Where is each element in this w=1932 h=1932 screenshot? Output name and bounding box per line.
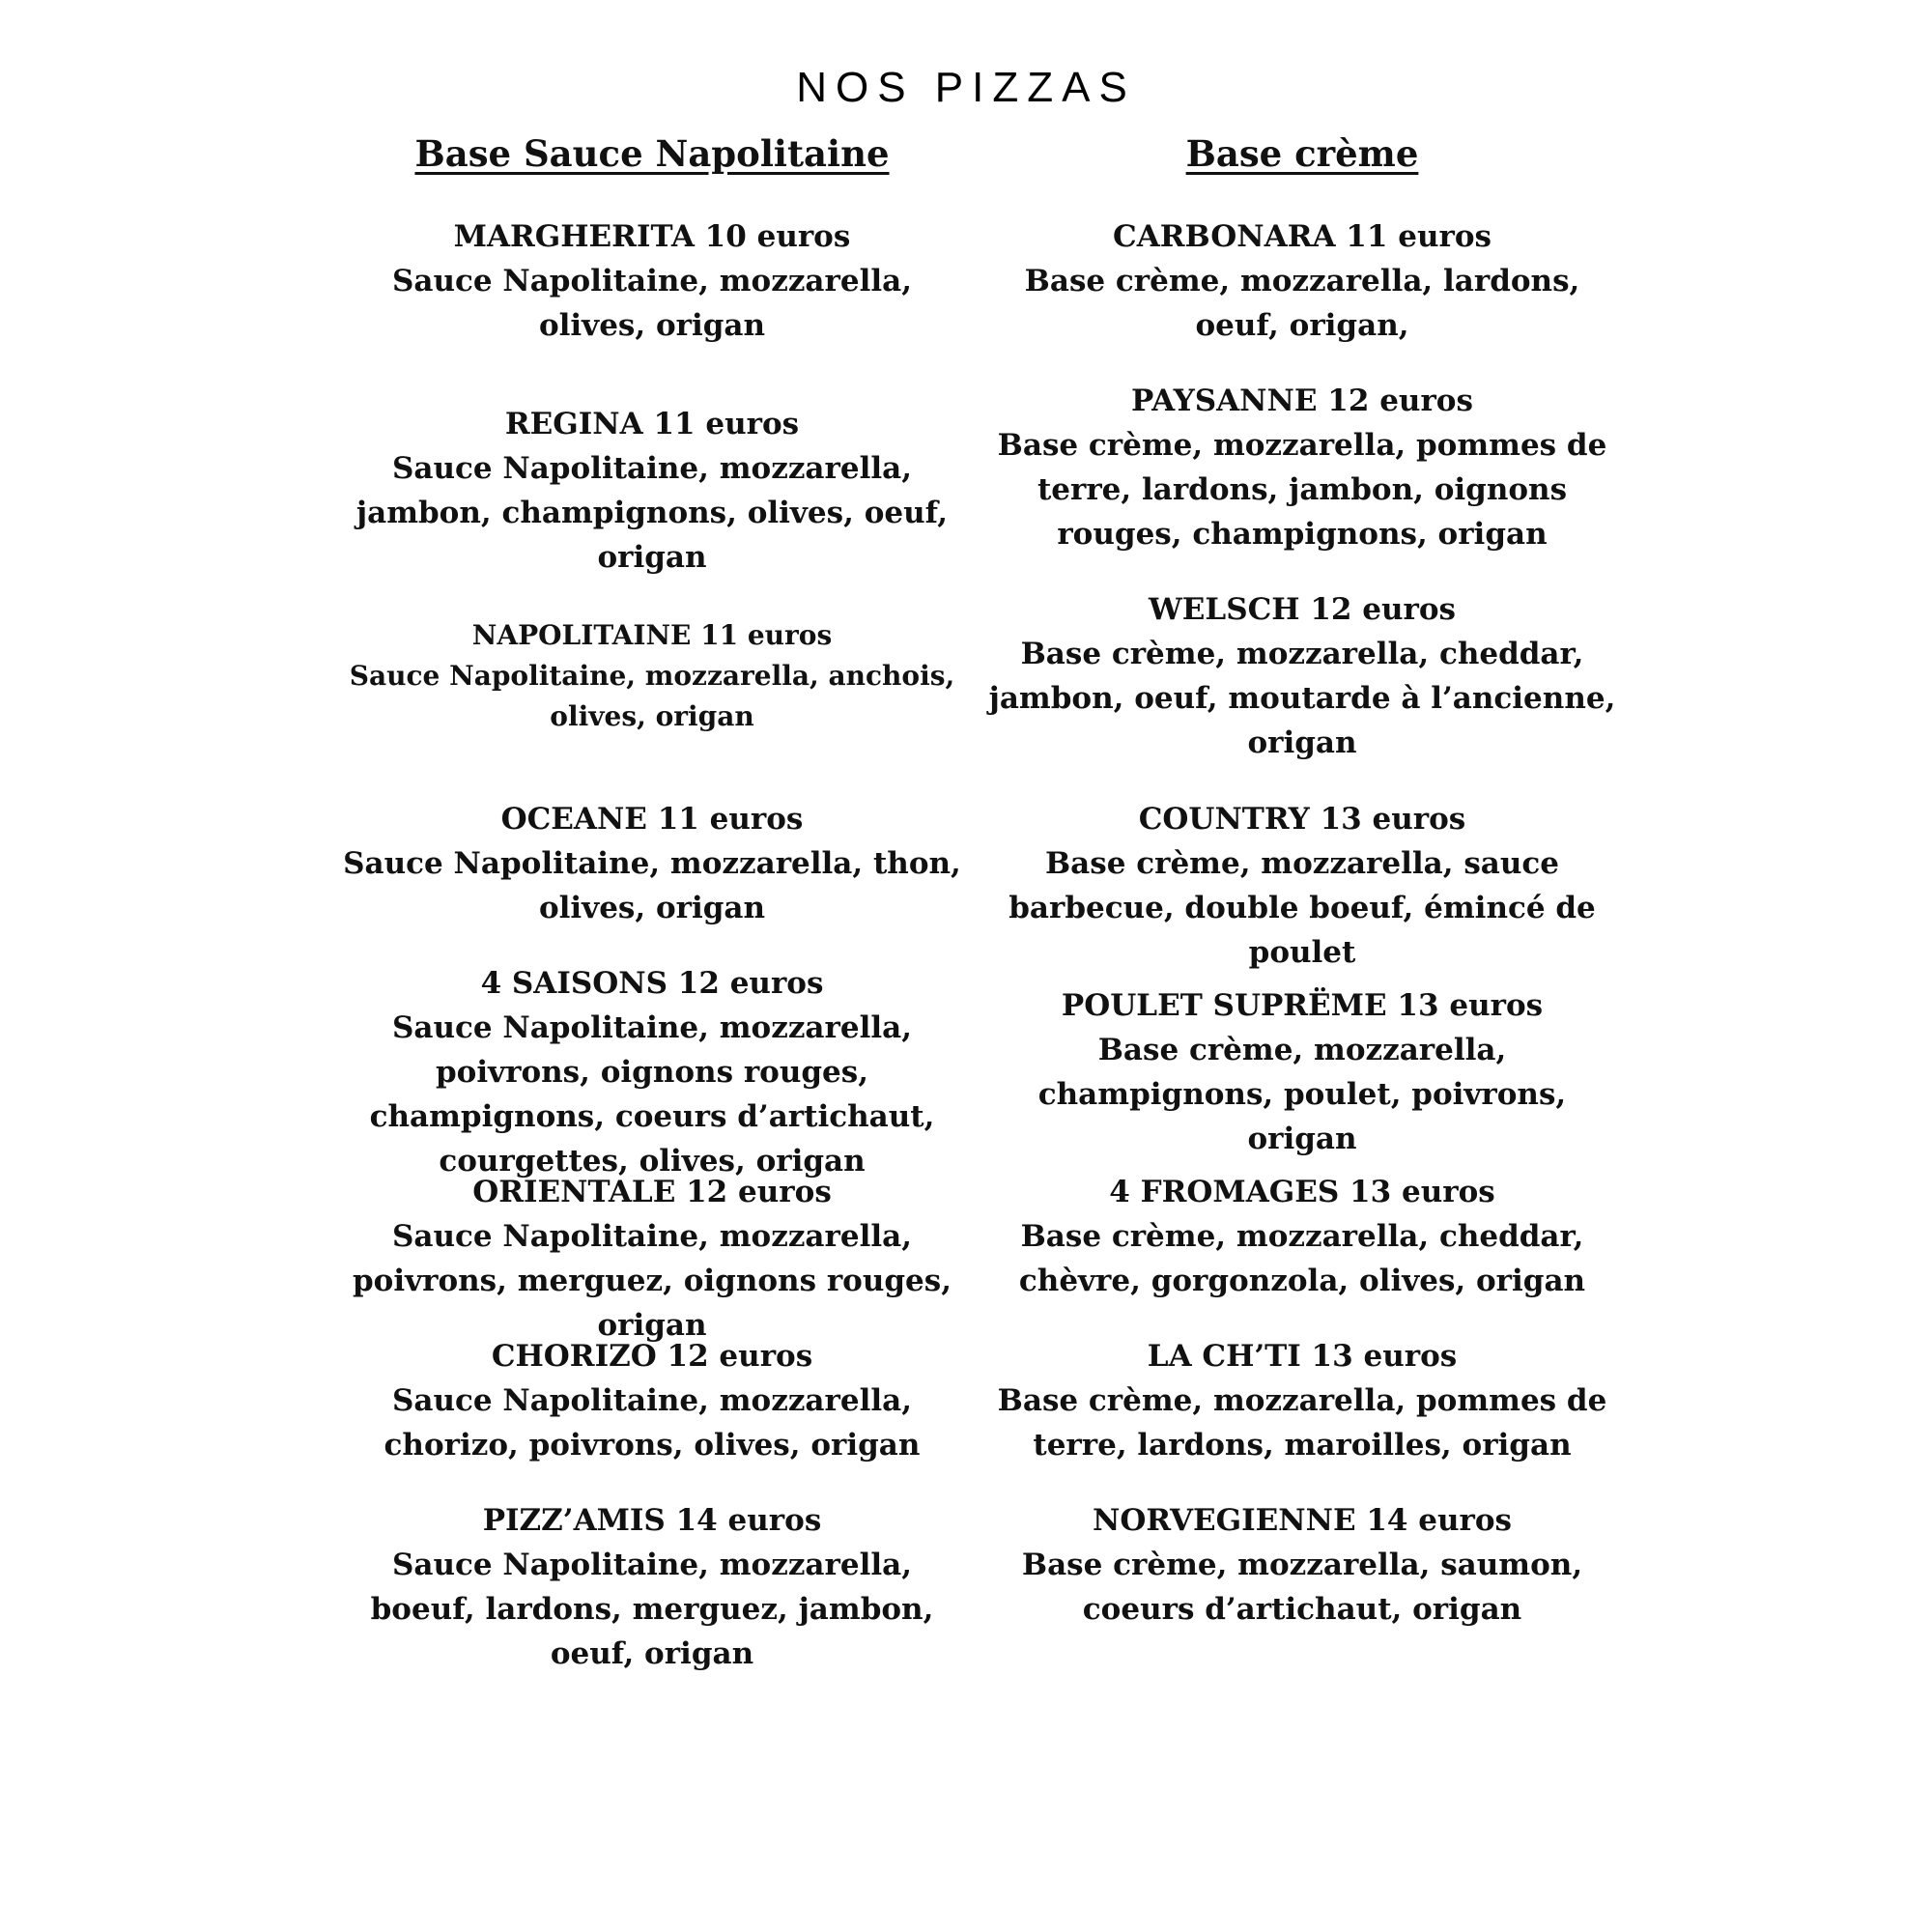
- pizza-name: 4 SAISONS 12 euros: [480, 966, 824, 1001]
- menu-item: [343, 214, 961, 348]
- pizza-name: MARGHERITA 10 euros: [453, 219, 851, 254]
- pizza-name: CARBONARA 11 euros: [1113, 219, 1492, 254]
- page-title: NOS PIZZAS: [796, 64, 1136, 111]
- pizza-name: NAPOLITAINE 11 euros: [471, 619, 833, 651]
- pizza-description: Sauce Napolitaine, mozzarella, olives, origan: [391, 264, 913, 343]
- pizza-name: NORVEGIENNE 14 euros: [1092, 1503, 1513, 1538]
- menu-item: [343, 961, 961, 1183]
- pizza-name: PAYSANNE 12 euros: [1131, 384, 1473, 418]
- pizza-description: Base crème, mozzarella, lardons, oeuf, origan,: [1024, 264, 1580, 343]
- pizza-description: Sauce Napolitaine, mozzarella, anchois, olives, origan: [349, 660, 955, 732]
- pizza-description: Base crème, mozzarella, saumon, coeurs d’artichaut, origan: [1021, 1548, 1583, 1627]
- pizza-name: LA CH’TI 13 euros: [1147, 1339, 1458, 1374]
- menu-item: [343, 797, 961, 930]
- menu-item: [343, 1170, 961, 1348]
- pizza-name: COUNTRY 13 euros: [1138, 802, 1466, 837]
- pizza-name: POULET SUPRËME 13 euros: [1061, 988, 1544, 1023]
- pizza-description: Sauce Napolitaine, mozzarella, poivrons, oignons rouges, champignons, coeurs d’artichaut, courgettes, olives, origan: [369, 1010, 935, 1179]
- pizza-description: Sauce Napolitaine, mozzarella, thon, olives, origan: [343, 846, 961, 925]
- menu-item: [343, 615, 961, 737]
- pizza-description: Base crème, mozzarella, pommes de terre, lardons, jambon, oignons rouges, champignons, origan: [997, 428, 1607, 552]
- menu-item: [983, 1498, 1621, 1632]
- pizza-name: WELSCH 12 euros: [1148, 592, 1457, 627]
- pizza-name: 4 FROMAGES 13 euros: [1109, 1175, 1495, 1209]
- pizza-name: ORIENTALE 12 euros: [472, 1175, 832, 1209]
- section-heading-napolitaine: Base Sauce Napolitaine: [414, 132, 890, 175]
- pizza-name: REGINA 11 euros: [504, 407, 800, 441]
- menu-item: [343, 402, 961, 580]
- pizza-description: Base crème, mozzarella, sauce barbecue, double boeuf, émincé de poulet: [1009, 846, 1596, 970]
- pizza-description: Base crème, mozzarella, pommes de terre, lardons, maroilles, origan: [997, 1383, 1607, 1463]
- menu-item: [983, 587, 1621, 765]
- pizza-description: Base crème, mozzarella, champignons, poulet, poivrons, origan: [1037, 1033, 1567, 1156]
- menu-item: [983, 214, 1621, 348]
- pizza-name: CHORIZO 12 euros: [491, 1339, 813, 1374]
- menu-item: [983, 1170, 1621, 1303]
- pizza-description: Sauce Napolitaine, mozzarella, boeuf, lardons, merguez, jambon, oeuf, origan: [370, 1548, 934, 1671]
- pizza-description: Sauce Napolitaine, mozzarella, jambon, champignons, olives, oeuf, origan: [355, 451, 949, 575]
- pizza-description: Sauce Napolitaine, mozzarella, chorizo, poivrons, olives, origan: [384, 1383, 921, 1463]
- menu-item: [983, 1334, 1621, 1467]
- menu-item: [343, 1334, 961, 1467]
- pizza-name: PIZZ’AMIS 14 euros: [482, 1503, 822, 1538]
- menu-item: [343, 1498, 961, 1676]
- menu-item: [983, 797, 1621, 975]
- pizza-description: Base crème, mozzarella, cheddar, chèvre, gorgonzola, olives, origan: [1018, 1219, 1586, 1298]
- menu-item: [983, 379, 1621, 556]
- pizza-name: OCEANE 11 euros: [500, 802, 804, 837]
- pizza-description: Sauce Napolitaine, mozzarella, poivrons, merguez, oignons rouges, origan: [352, 1219, 952, 1343]
- section-heading-creme: Base crème: [1185, 132, 1419, 175]
- pizza-description: Base crème, mozzarella, cheddar, jambon, oeuf, moutarde à l’ancienne, origan: [988, 637, 1616, 760]
- menu-item: [983, 983, 1621, 1161]
